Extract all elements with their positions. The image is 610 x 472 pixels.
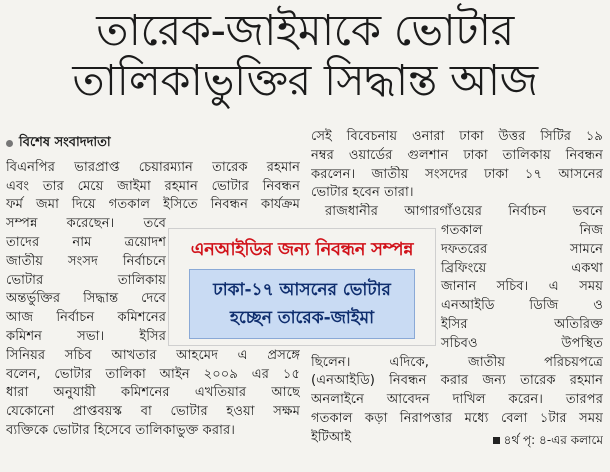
- right-line: [311, 429, 603, 450]
- right-line: গতকাল নিজ: [441, 222, 603, 238]
- byline-text: বিশেষ সংবাদদাতা: [19, 135, 111, 150]
- right-line: রাজধানীর আগারগাঁওয়ের নির্বাচন ভবনে: [325, 204, 603, 220]
- continuation-note[interactable]: [493, 431, 603, 450]
- right-line: সচিবও উপস্থিত: [441, 335, 603, 351]
- left-line: ধারা অনুযায়ী কমিশনের এখতিয়ার আছে: [6, 385, 300, 401]
- continuation-text: ৪র্থ পৃ: ৪-এর কলামে: [503, 432, 603, 447]
- headline: [0, 6, 610, 106]
- left-line: অন্তর্ভুক্তির সিদ্ধান্ত দেবে: [6, 291, 166, 307]
- left-line: আজ নির্বাচন কমিশনের: [6, 310, 166, 326]
- right-line: ব্রিফিংয়ে একথা: [441, 260, 603, 276]
- headline-line-1: তারেক-জাইমাকে ভোটার: [96, 6, 514, 56]
- right-line: দফতরের সামনে: [441, 241, 603, 257]
- right-line: সেই বিবেচনায় ওনারা ঢাকা উত্তর সিটির ১৯: [311, 129, 603, 144]
- callout-blue-box: [189, 269, 415, 339]
- right-line: (এনআইডি) নিবন্ধন করার জন্য তারেক রহমান: [311, 373, 603, 389]
- left-line: ফর্ম জমা দিয়ে গতকাল ইসিতে নিবন্ধন কার্যক্রম: [6, 197, 300, 213]
- bullet-icon: [6, 140, 13, 147]
- right-line: ছিলেন। এদিকে, জাতীয় পরিচয়পত্রে: [311, 354, 603, 370]
- left-line: বিএনপির ভারপ্রাপ্ত চেয়ারম্যান তারেক রহমান: [6, 159, 300, 175]
- right-line: গতকাল কড়া নিরাপত্তার মধ্যে বেলা ১টার সময়: [311, 410, 603, 426]
- callout-red-heading: এনআইডির জন্য নিবন্ধন সম্পন্ন: [190, 239, 414, 260]
- right-line: জানান সচিব। এ সময়: [441, 279, 603, 295]
- left-line: তাদের নাম ত্রয়োদশ: [6, 234, 166, 250]
- right-line: করলেন। জাতীয় সংসদের ঢাকা ১৭ আসনের: [311, 166, 603, 182]
- right-line: ভোটার হবেন তারা।: [311, 185, 414, 201]
- left-line: ভোটার তালিকায়: [6, 272, 166, 288]
- left-line: সিনিয়র সচিব আখতার আহমেদ এ প্রসঙ্গে: [6, 347, 300, 363]
- left-line: এবং তার মেয়ে জাইমা রহমান ভোটার নিবন্ধন: [6, 178, 300, 194]
- callout-box: [168, 228, 436, 346]
- callout-blue-line-2: হচ্ছেন তারেক-জাইমা: [229, 308, 375, 328]
- headline-line-2: তালিকাভুক্তির সিদ্ধান্ত আজ: [72, 56, 538, 106]
- callout-blue-line-1: ঢাকা-১৭ আসনের ভোটার: [213, 280, 391, 300]
- left-line: বলেন, ভোটার তালিকা আইন ২০০৯ এর ১৫: [6, 366, 300, 382]
- right-line-last: ইটিআই: [311, 429, 352, 445]
- left-line: কমিশন সভা। ইসির: [6, 328, 166, 344]
- left-line: যেকোনো প্রাপ্তবয়স্ক বা ভোটার হওয়া সক্ষম: [6, 404, 300, 420]
- left-line: সম্পন্ন করেছেন। তবে: [6, 216, 166, 232]
- left-line: জাতীয় সংসদ নির্বাচনে: [6, 253, 166, 269]
- right-line: নম্বর ওয়ার্ডের গুলশান ঢাকা তালিকায় নিবন্ধন: [311, 147, 603, 163]
- right-line: এনআইডি ডিজি ও: [441, 298, 603, 314]
- square-bullet-icon: [493, 437, 500, 444]
- right-line: অনলাইনে আবেদন দাখিল করেন। তারপর: [311, 392, 603, 408]
- left-line: ব্যক্তিকে ভোটার হিসেবে তালিকাভুক্ত করার।: [6, 422, 235, 438]
- byline: [6, 134, 300, 153]
- right-line: ইসির অতিরিক্ত: [441, 316, 603, 332]
